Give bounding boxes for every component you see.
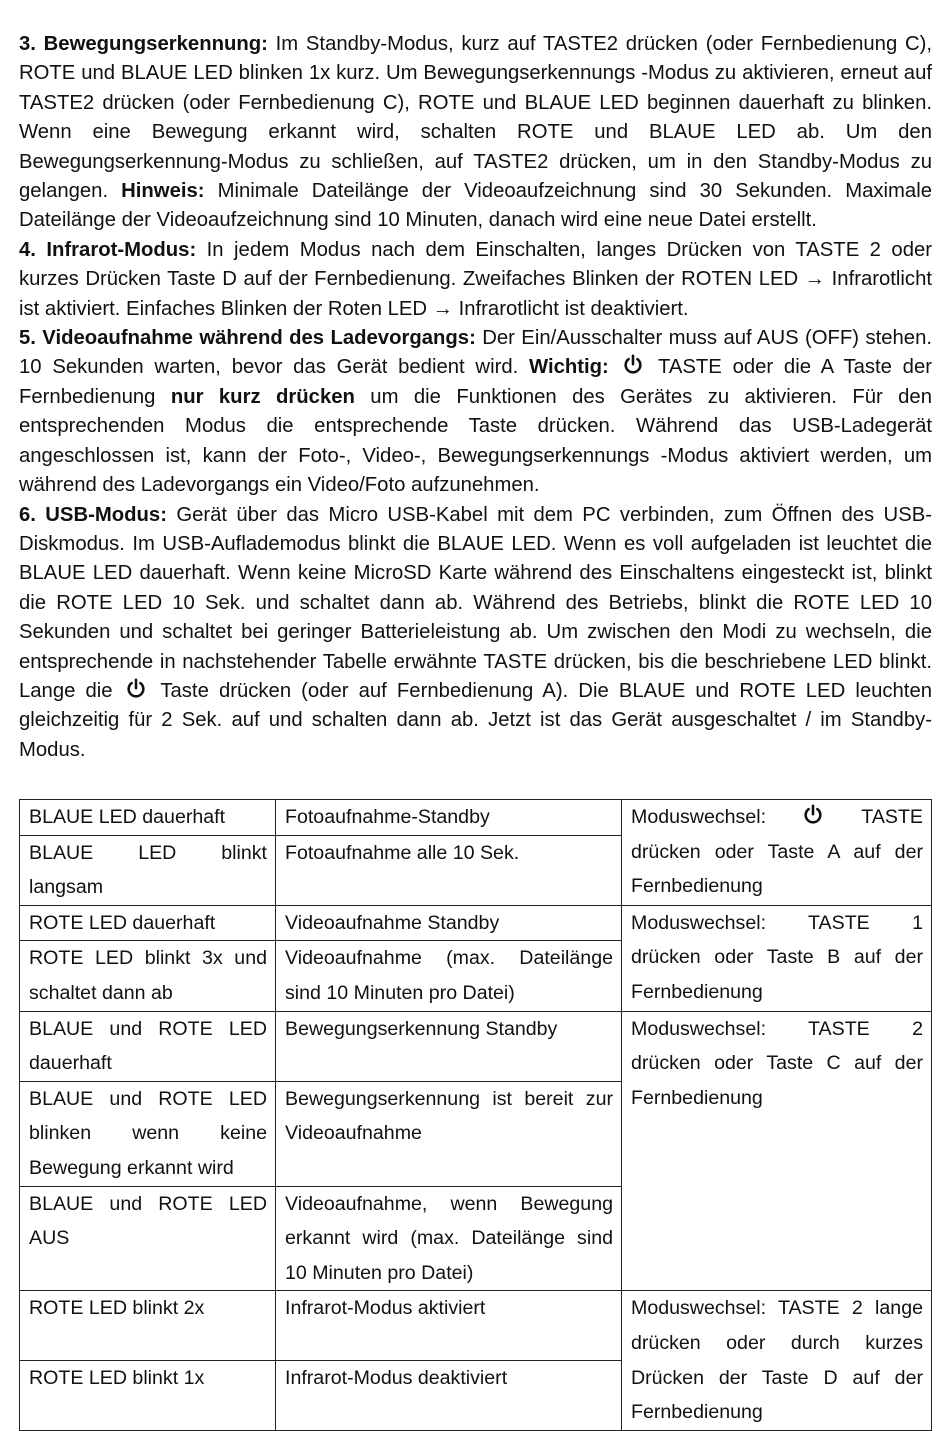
section-heading: 6. USB-Modus: <box>19 503 167 526</box>
led-cell: BLAUE und ROTE LED blinken wenn keine Bewegung erkannt wird <box>20 1081 276 1186</box>
mode-switch-cell: Moduswechsel: TASTE 2 drücken oder Taste C auf der Fernbedienung <box>622 1011 932 1291</box>
section-heading: 4. Infrarot-Modus: <box>19 238 197 261</box>
led-cell: ROTE LED blinkt 2x <box>20 1291 276 1361</box>
instructions-text <box>19 30 932 765</box>
mode-switch-cell: Moduswechsel: TASTE 2 lange drücken oder durch kurzes Drücken der Taste D auf der Fernbedienung <box>622 1291 932 1430</box>
section-motion-detection: 3. Bewegungserkennung: Im Standby-Modus, kurz auf TASTE2 drücken (oder Fernbedienung C), ROTE und BLAUE LED blinken 1x kurz. Um Bewegungserkennungs -Modus zu aktivieren, erneut auf TASTE2 drücken (oder Fernbedienung C), ROTE und BLAUE LED beginnen dauerhaft zu blinken. Wenn eine Bewegung erkannt wird, schalten ROTE und BLAUE LED ab. Um den Bewegungserkennung-Modus zu schließen, auf TASTE2 drücken, um in den Standby-Modus zu gelangen. Hinweis: Minimale Dateilänge der Videoaufzeichnung sind 30 Sekunden. Maximale Dateilänge der Videoaufzeichnung sind 10 Minuten, danach wird eine neue Datei erstellt. <box>19 33 932 232</box>
led-cell: ROTE LED blinkt 3x und schaltet dann ab <box>20 941 276 1011</box>
led-cell: BLAUE LED dauerhaft <box>20 800 276 836</box>
status-cell: Infrarot-Modus aktiviert <box>276 1291 622 1361</box>
led-cell: ROTE LED dauerhaft <box>20 905 276 941</box>
status-cell: Videoaufnahme, wenn Bewegung erkannt wird (max. Dateilänge sind 10 Minuten pro Datei) <box>276 1186 622 1291</box>
mode-switch-cell: Moduswechsel: TASTE drücken oder Taste A auf der Fernbedienung <box>622 800 932 906</box>
led-cell: BLAUE und ROTE LED AUS <box>20 1186 276 1291</box>
status-cell: Bewegungserkennung ist bereit zur Videoaufnahme <box>276 1081 622 1186</box>
status-cell: Videoaufnahme (max. Dateilänge sind 10 Minuten pro Datei) <box>276 941 622 1011</box>
section-video-while-charging: 5. Videoaufnahme während des Ladevorgangs: Der Ein/Ausschalter muss auf AUS (OFF) stehen. 10 Sekunden warten, bevor das Gerät bedient wird. Wichtig: TASTE oder die A Taste der Fernbedienung nur kurz drücken um die Funktionen des Gerätes zu aktivieren. Für den entsprechenden Modus die entsprechende Taste drücken. Während das USB-Ladegerät angeschlossen ist, kann der Foto-, Video-, Bewegungserkennungs -Modus aktiviert werden, um während des Ladevorgangs ein Video/Foto aufzunehmen. <box>19 327 932 497</box>
mode-switch-cell: Moduswechsel: TASTE 1 drücken oder Taste B auf der Fernbedienung <box>622 905 932 1011</box>
power-icon <box>802 804 824 826</box>
led-cell: BLAUE und ROTE LED dauerhaft <box>20 1011 276 1081</box>
power-icon <box>125 678 147 700</box>
status-cell: Bewegungserkennung Standby <box>276 1011 622 1081</box>
table-row <box>20 905 932 941</box>
led-cell: ROTE LED blinkt 1x <box>20 1361 276 1431</box>
status-cell: Videoaufnahme Standby <box>276 905 622 941</box>
section-infrared-mode: 4. Infrarot-Modus: In jedem Modus nach dem Einschalten, langes Drücken von TASTE 2 oder kurzes Drücken Taste D auf der Fernbedienung. Zweifaches Blinken der ROTEN LED → Infrarotlicht ist aktiviert. Einfaches Blinken der Roten LED → Infrarotlicht ist deaktiviert. <box>19 238 933 320</box>
section-heading: 5. Videoaufnahme während des Ladevorgangs: <box>19 327 476 350</box>
table-row <box>20 1011 932 1081</box>
status-cell: Fotoaufnahme-Standby <box>276 800 622 836</box>
table-row <box>20 800 932 836</box>
status-cell: Fotoaufnahme alle 10 Sek. <box>276 835 622 905</box>
section-usb-mode: 6. USB-Modus: Gerät über das Micro USB-Kabel mit dem PC verbinden, zum Öffnen des USB-Diskmodus. Im USB-Auflademodus blinkt die BLAUE LED. Wenn es voll aufgeladen ist leuchtet die BLAUE LED dauerhaft. Wenn keine MicroSD Karte während des Einschaltens eingesteckt ist, blinkt die ROTE LED 10 Sek. und schaltet dann ab. Während des Betriebs, blinkt die ROTE LED 10 Sekunden und schaltet bei geringer Batterieleistung ab. Um zwischen den Modi zu wechseln, die entsprechende in nachstehender Tabelle erwähnte TASTE drücken, bis die beschriebene LED blinkt. Lange die Taste drücken (oder auf Fernbedienung A). Die BLAUE und ROTE LED leuchten gleichzeitig für 2 Sek. auf und schalten dann ab. Jetzt ist das Gerät ausgeschaltet / im Standby-Modus. <box>19 503 932 761</box>
led-cell: BLAUE LED blinkt langsam <box>20 835 276 905</box>
emphasis-text: nur kurz drücken <box>170 385 355 408</box>
led-mode-table <box>19 799 932 1431</box>
table-row <box>20 1291 932 1361</box>
status-cell: Infrarot-Modus deaktiviert <box>276 1361 622 1431</box>
section-heading: 3. Bewegungserkennung: <box>19 33 268 55</box>
power-icon <box>622 354 644 376</box>
important-label: Wichtig: <box>529 356 609 379</box>
hint-label: Hinweis: <box>121 180 205 203</box>
